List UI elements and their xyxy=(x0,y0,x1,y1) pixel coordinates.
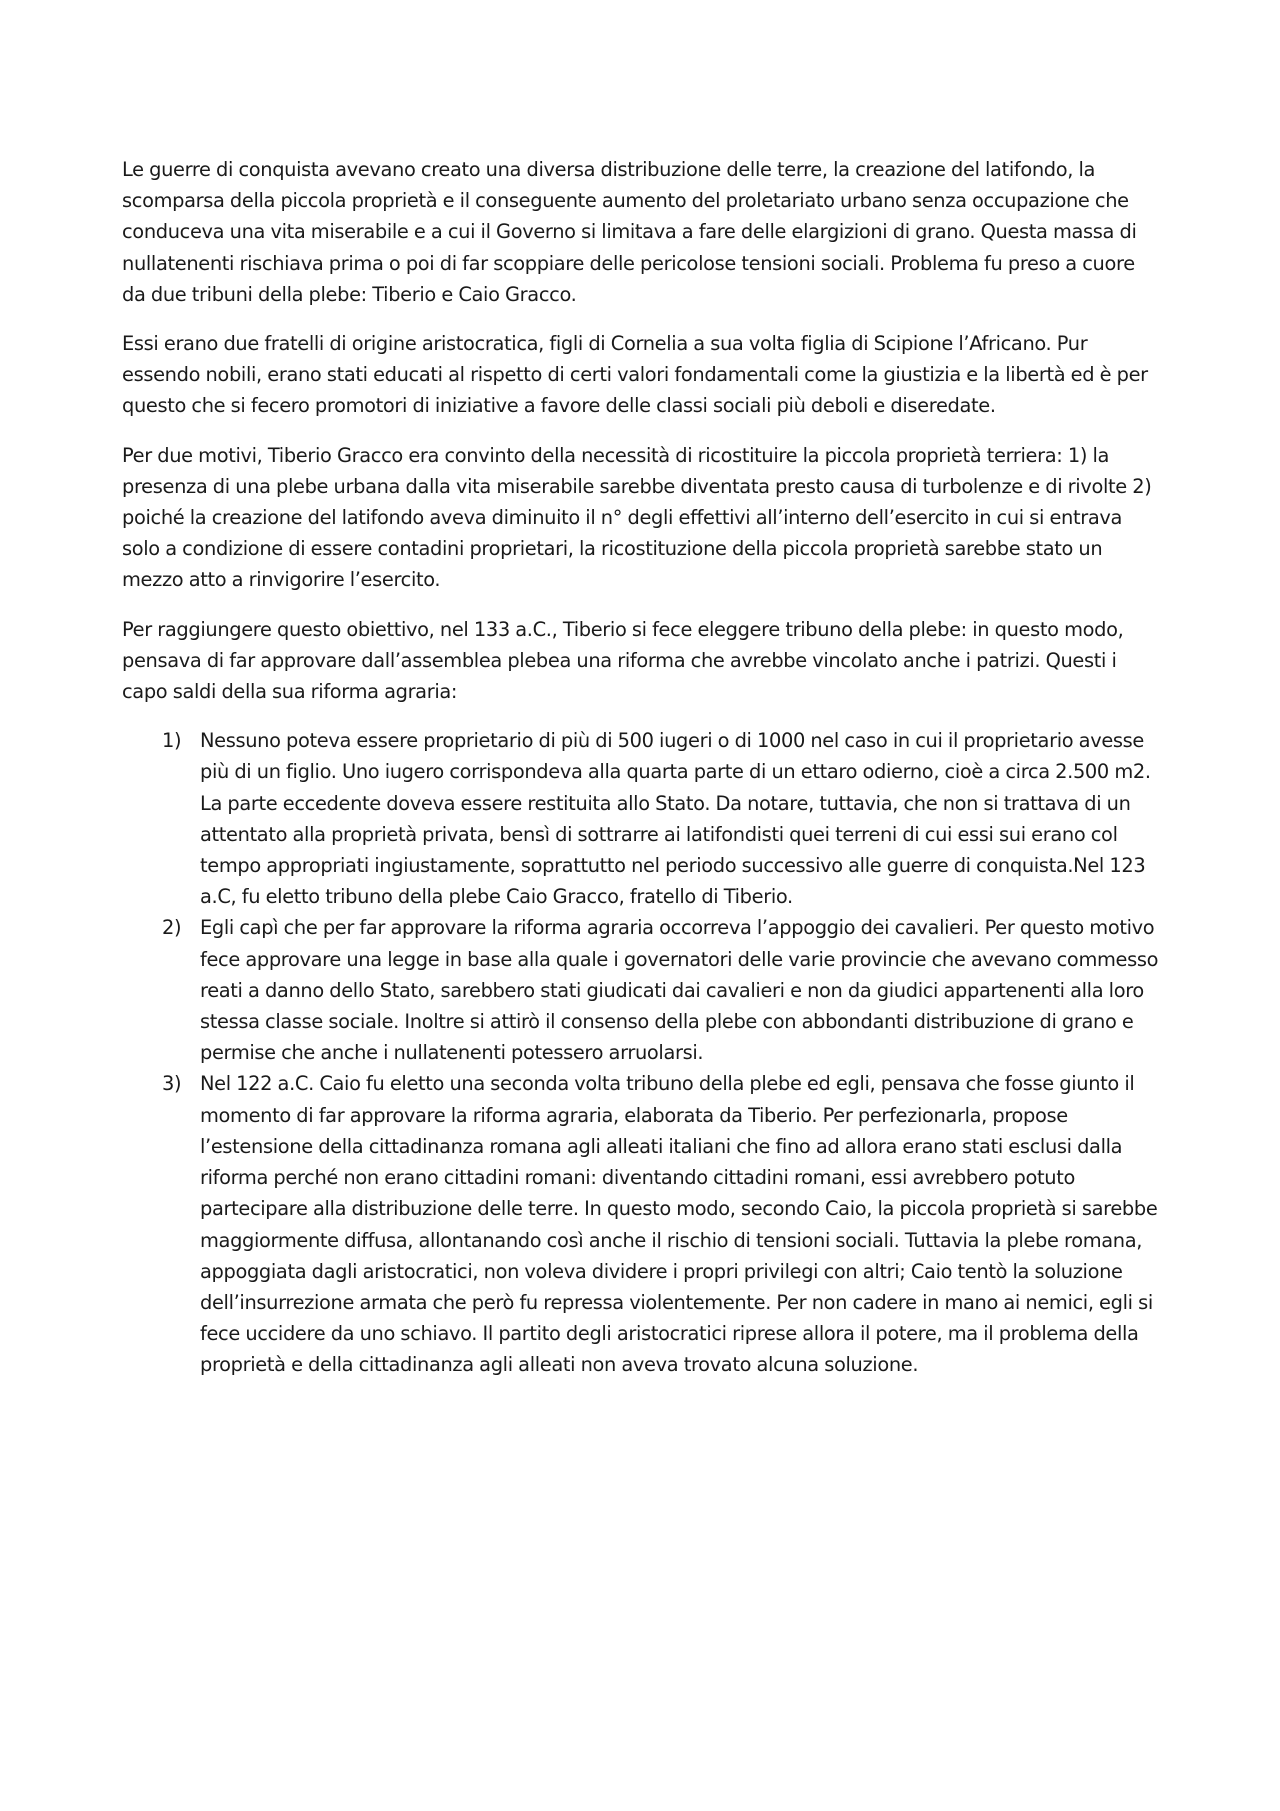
paragraph-tiberius-motives: Per due motivi, Tiberio Gracco era convinto della necessità di ricostituire la piccola proprietà terriera: 1) la presenza di una plebe urbana dalla vita miserabile sarebbe diventata presto causa di turbolenze e di rivolte 2) poiché la creazione del latifondo aveva diminuito il n° degli effettivi all’interno dell’esercito in cui si entrava solo a condizione di essere contadini proprietari, la ricostituzione della piccola proprietà sarebbe stato un mezzo atto a rinvigorire l’esercito. xyxy=(122,443,1152,592)
list-marker: 2) xyxy=(162,916,182,940)
list-marker: 1) xyxy=(162,729,182,753)
document-body xyxy=(122,154,1162,1381)
list-item-text: Egli capì che per far approvare la riforma agraria occorreva l’appoggio dei cavalieri. Per questo motivo fece approvare una legge in base alla quale i governatori delle varie provincie che avevano commesso reati a danno dello Stato, sarebbero stati giudicati dai cavalieri e non da giudici appartenenti alla loro stessa classe sociale. Inoltre si attirò il consenso della plebe con abbondanti distribuzione di grano e permise che anche i nullatenenti potessero arruolarsi. xyxy=(200,916,1159,1065)
list-item xyxy=(122,725,1162,912)
reform-list xyxy=(122,725,1162,1380)
paragraph-agrarian-reform: Per raggiungere questo obiettivo, nel 133 a.C., Tiberio si fece eleggere tribuno della plebe: in questo modo, pensava di far approvare dall’assemblea plebea una riforma che avrebbe vincolato anche i patrizi. Questi i capo saldi della sua riforma agraria: xyxy=(122,617,1124,704)
list-item-text: Nessuno poteva essere proprietario di più di 500 iugeri o di 1000 nel caso in cui il proprietario avesse più di un figlio. Uno iugero corrispondeva alla quarta parte di un ettaro odierno, cioè a circa 2.500 m2. La parte eccedente doveva essere restituita allo Stato. Da notare, tuttavia, che non si trattava di un attentato alla proprietà privata, bensì di sottrarre ai latifondisti quei terreni di cui essi sui erano col tempo appropriati ingiustamente, soprattutto nel periodo successivo alle guerre di conquista.Nel 123 a.C, fu eletto tribuno della plebe Caio Gracco, fratello di Tiberio. xyxy=(200,729,1151,909)
list-marker: 3) xyxy=(162,1072,182,1096)
list-item-text: Nel 122 a.C. Caio fu eletto una seconda volta tribuno della plebe ed egli, pensava che fosse giunto il momento di far approvare la riforma agraria, elaborata da Tiberio. Per perfezionarla, propose l’estensione della cittadinanza romana agli alleati italiani che fino ad allora erano stati esclusi dalla riforma perché non erano cittadini romani: diventando cittadini romani, essi avrebbero potuto partecipare alla distribuzione delle terre. In questo modo, secondo Caio, la piccola proprietà si sarebbe maggiormente diffusa, allontanando così anche il rischio di tensioni sociali. Tuttavia la plebe romana, appoggiata dagli aristocratici, non voleva dividere i propri privilegi con altri; Caio tentò la soluzione dell’insurrezione armata che però fu repressa violentemente. Per non cadere in mano ai nemici, egli si fece uccidere da uno schiavo. Il partito degli aristocratici riprese allora il potere, ma il problema della proprietà e della cittadinanza agli alleati non aveva trovato alcuna soluzione. xyxy=(200,1072,1158,1377)
paragraph-intro: Le guerre di conquista avevano creato una diversa distribuzione delle terre, la creazione del latifondo, la scomparsa della piccola proprietà e il conseguente aumento del proletariato urbano senza occupazione che conduceva una vita miserabile e a cui il Governo si limitava a fare delle elargizioni di grano. Questa massa di nullatenenti rischiava prima o poi di far scoppiare delle pericolose tensioni sociali. Problema fu preso a cuore da due tribuni della plebe: Tiberio e Caio Gracco. xyxy=(122,158,1137,306)
paragraph-gracchi-origins: Essi erano due fratelli di origine aristocratica, figli di Cornelia a sua volta figlia di Scipione l’Africano. Pur essendo nobili, erano stati educati al rispetto di certi valori fondamentali come la giustizia e la libertà ed è per questo che si fecero promotori di iniziative a favore delle classi sociali più deboli e diseredate. xyxy=(122,332,1148,418)
list-item xyxy=(122,1068,1162,1380)
list-item xyxy=(122,912,1162,1068)
